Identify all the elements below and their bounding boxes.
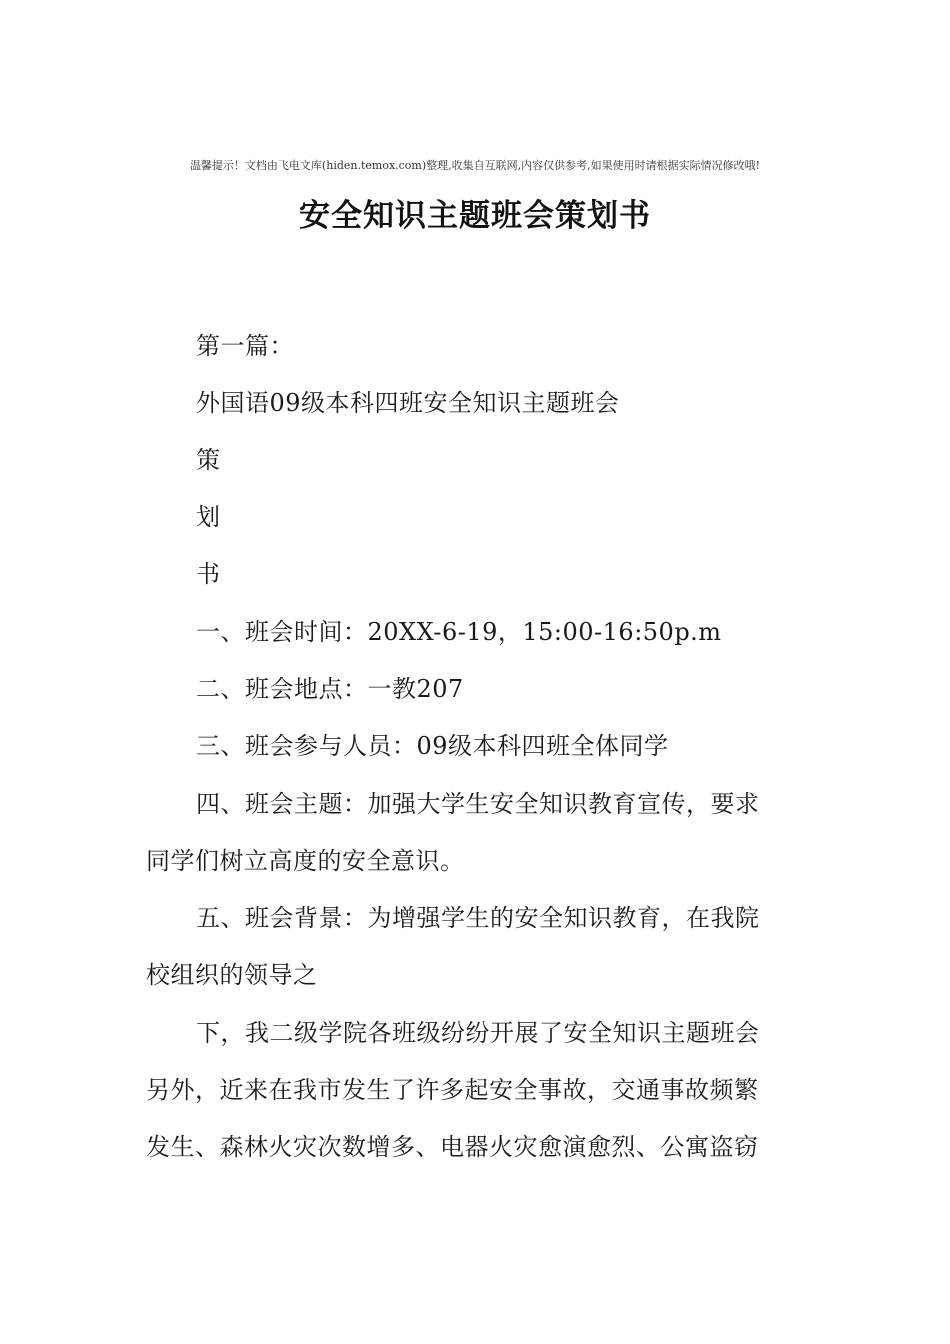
vertical-char-2: 划 xyxy=(196,503,221,531)
paragraph-line-3: 发生、森林火灾次数增多、电器火灾愈演愈烈、公寓盗窃 xyxy=(146,1133,759,1161)
paragraph-line-1: 下，我二级学院各班级纷纷开展了安全知识主题班会 xyxy=(196,1019,760,1047)
meeting-background-cont: 校组织的领导之 xyxy=(146,961,318,989)
document-title: 安全知识主题班会策划书 xyxy=(299,198,651,234)
vertical-char-1: 策 xyxy=(196,446,221,474)
meeting-participants: 三、班会参与人员：09级本科四班全体同学 xyxy=(196,732,669,760)
vertical-char-3: 书 xyxy=(196,560,221,588)
meeting-theme-cont: 同学们树立高度的安全意识。 xyxy=(146,847,465,875)
meeting-time: 一、班会时间：20XX-6-19，15:00-16:50p.m xyxy=(196,618,722,646)
document-notice: 温馨提示！文档由飞电文库(hiden.temox.com)整理,收集自互联网,内容仅供参考,如果使用时请根据实际情况修改哦! xyxy=(189,159,761,172)
meeting-location: 二、班会地点：一教207 xyxy=(196,675,464,703)
subtitle-line: 外国语09级本科四班安全知识主题班会 xyxy=(196,389,620,417)
meeting-background: 五、班会背景：为增强学生的安全知识教育，在我院 xyxy=(196,904,760,932)
section-heading: 第一篇： xyxy=(196,332,294,360)
meeting-theme: 四、班会主题：加强大学生安全知识教育宣传，要求 xyxy=(196,790,760,818)
paragraph-line-2: 另外，近来在我市发生了许多起安全事故，交通事故频繁 xyxy=(146,1076,759,1104)
